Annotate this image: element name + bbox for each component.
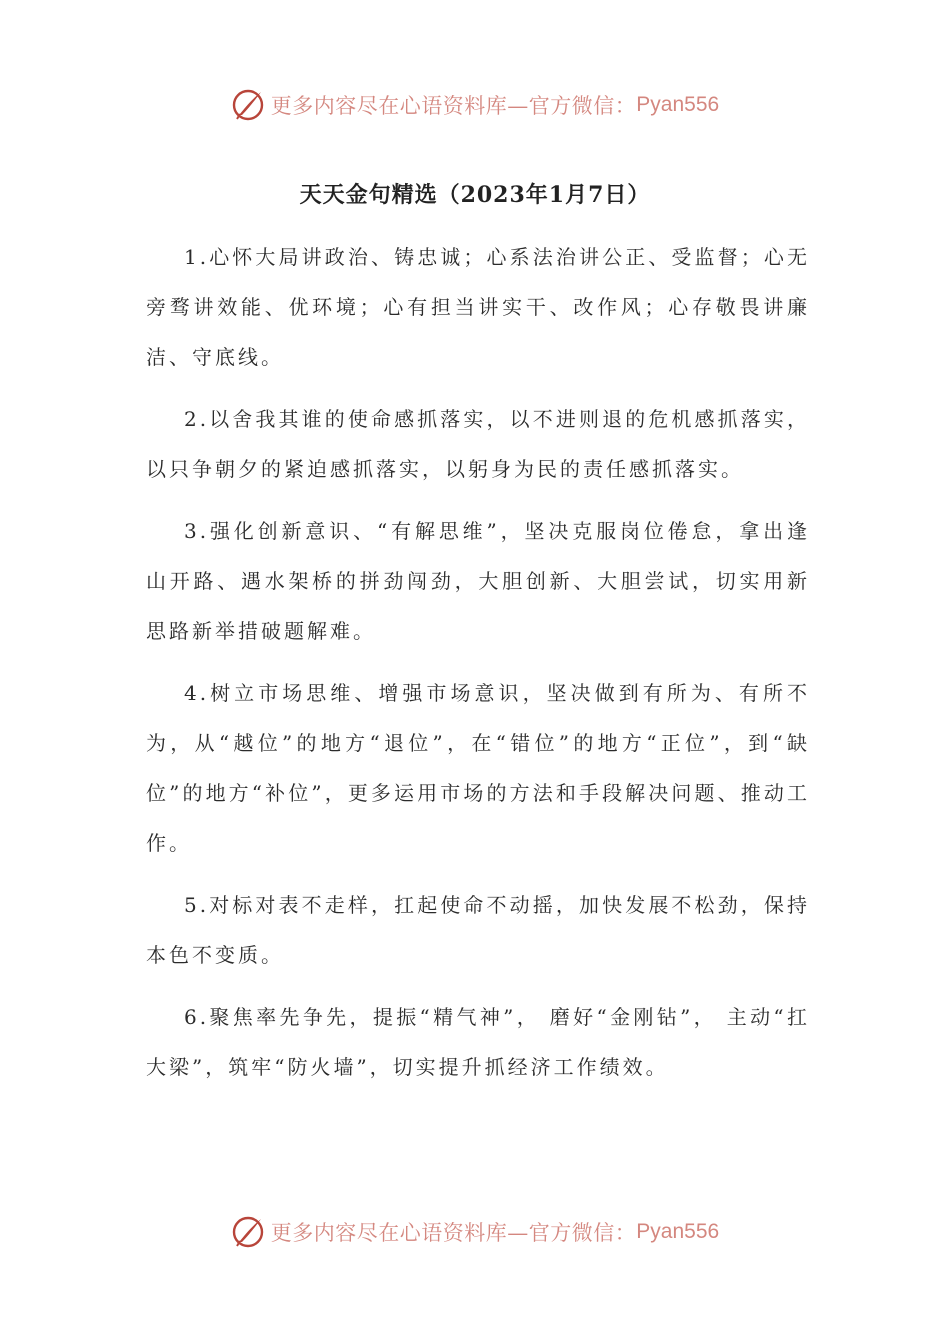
header-banner: [0, 80, 950, 130]
banner-wechat-id: Pyan556: [636, 93, 720, 116]
quote-paragraph-2: 2.以舍我其谁的使命感抓落实，以不进则退的危机感抓落实，以只争朝夕的紧迫感抓落实，以躬身为民的责任感抓落实。: [146, 407, 810, 481]
document-title: 天天金句精选（2023年1月7日）: [299, 182, 651, 208]
quill-pen-logo-icon: [231, 88, 265, 122]
quote-paragraph-5: 5.对标对表不走样，扛起使命不动摇，加快发展不松劲，保持本色不变质。: [146, 893, 810, 967]
banner-wechat-id: Pyan556: [636, 1220, 720, 1243]
document-body: [146, 232, 810, 1104]
quote-paragraph-6: 6.聚焦率先争先，提振“精气神”， 磨好“金刚钻”， 主动“扛大梁”，筑牢“防火墙”，切实提升抓经济工作绩效。: [146, 1005, 810, 1079]
quote-paragraph-3: 3.强化创新意识、“有解思维”，坚决克服岗位倦怠，拿出逢山开路、遇水架桥的拼劲闯劲，大胆创新、大胆尝试，切实用新思路新举措破题解难。: [146, 519, 810, 643]
quote-paragraph-1: 1.心怀大局讲政治、铸忠诚；心系法治讲公正、受监督；心无旁骛讲效能、优环境；心有担当讲实干、改作风；心存敬畏讲廉洁、守底线。: [146, 245, 810, 369]
quill-pen-logo-icon: [231, 1215, 265, 1249]
footer-banner: [0, 1207, 950, 1257]
banner-text: 更多内容尽在心语资料库—官方微信：: [270, 1221, 637, 1245]
banner-text: 更多内容尽在心语资料库—官方微信：: [270, 94, 637, 118]
quote-paragraph-4: 4.树立市场思维、增强市场意识，坚决做到有所为、有所不为，从“越位”的地方“退位”，在“错位”的地方“正位”，到“缺位”的地方“补位”，更多运用市场的方法和手段解决问题、推动工作。: [146, 681, 810, 855]
